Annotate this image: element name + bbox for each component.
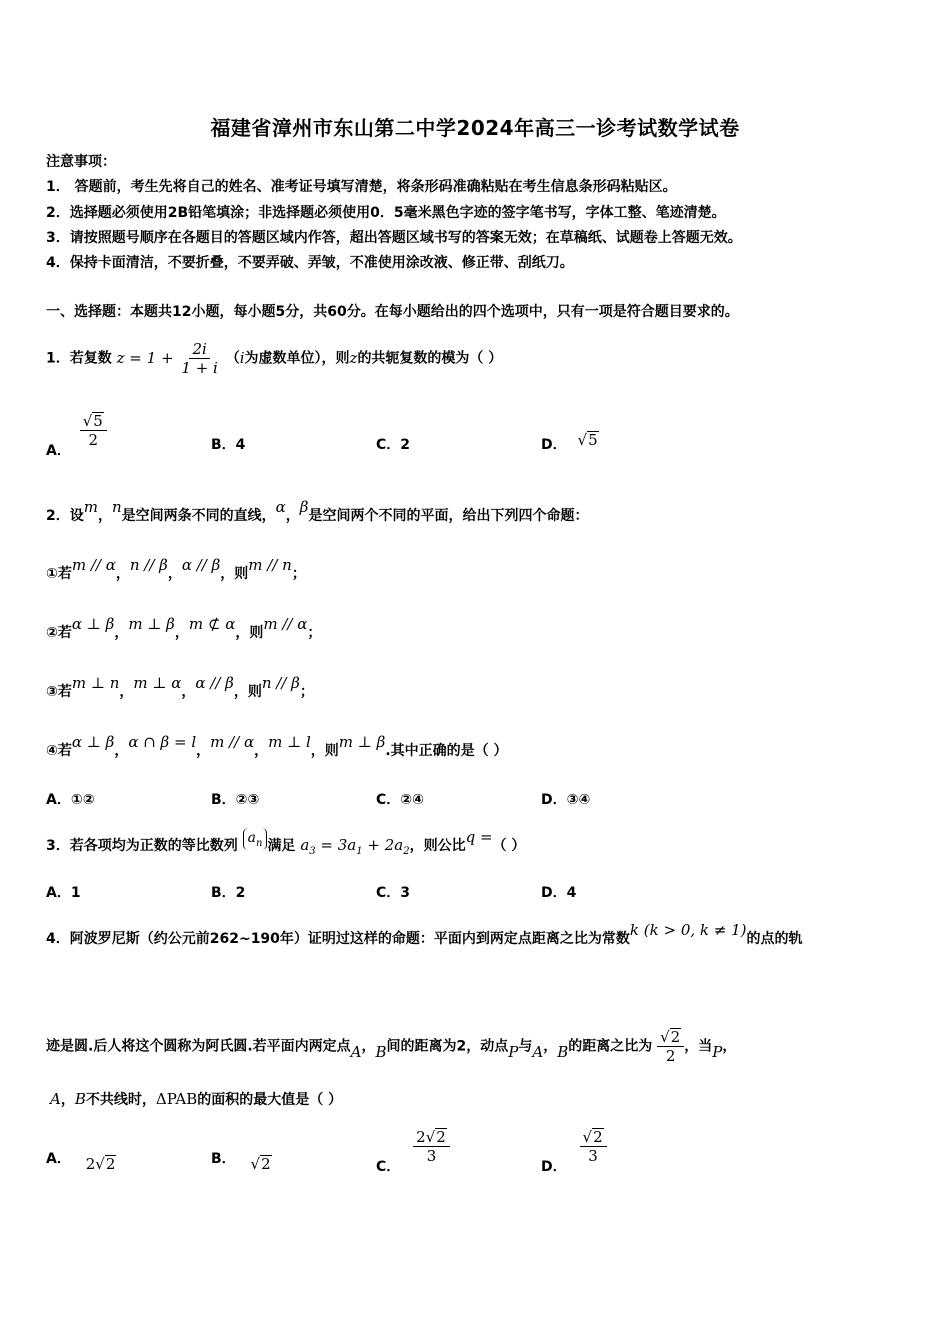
q2-option-a[interactable]: A．①② (46, 792, 95, 808)
q3-equation: $a_3 = 3a_1 + 2a_2$ (300, 836, 410, 857)
q1-option-a[interactable]: A． √ 5 2 (46, 412, 107, 449)
question-3-stem: 3．若各项均为正数的等比数列 $a_n$ 满足 $a_3 = 3a_1 + 2a_2$，则公比q =（ ） (46, 828, 526, 857)
sqrt-symbol: √ 2 (95, 1155, 116, 1173)
q2-option-d[interactable]: D．③④ (541, 792, 591, 808)
q1-suffix: 的共轭复数的模为（ ） (357, 350, 503, 367)
sqrt-symbol: √ 2 (660, 1028, 681, 1046)
sqrt-symbol: √ 2 (425, 1128, 446, 1146)
sqrt-symbol: √ 2 (582, 1128, 603, 1146)
q4-option-c[interactable]: C． 2 √ 2 3 (376, 1128, 450, 1165)
question-1-stem (46, 340, 502, 377)
q3-option-a[interactable]: A．1 (46, 885, 81, 901)
question-4-line-2: 迹是圆.后人将这个圆称为阿氏圆.若平面内两定点A，B间的距离为2，动点P与A，B的距离之比为 √ 2 2 ，当P， (46, 1028, 737, 1065)
q4-option-b[interactable]: B． √ 2 (211, 1151, 271, 1173)
q2-proposition-3: ③若m ⊥ n，m ⊥ α，α // β，则n // β； (46, 674, 314, 700)
q1-option-d[interactable]: D． √ 5 (541, 431, 598, 453)
q1-z-symbol: z (349, 348, 358, 367)
q3-option-d[interactable]: D．4 (541, 885, 577, 901)
q3-option-b[interactable]: B．2 (211, 885, 246, 901)
q1-z-equation: z = 1 + (116, 348, 174, 367)
sqrt-symbol: √ 5 (82, 412, 103, 430)
q1-mid1: （ (225, 350, 240, 367)
notice-item: 1． 答题前，考生先将自己的姓名、准考证号填写清楚，将条形码准确粘贴在考生信息条形码粘贴区。 (46, 179, 677, 195)
q2-option-c[interactable]: C．②④ (376, 792, 424, 808)
q1-prefix: 1．若复数 (46, 350, 112, 367)
sqrt-symbol: √ 5 (577, 431, 598, 449)
q1-option-b[interactable]: B．4 (211, 437, 246, 453)
q1-frac-num: 2i (189, 340, 209, 359)
section-heading: 一、选择题：本题共12小题，每小题5分，共60分。在每小题给出的四个选项中，只有一项是符合题目要求的。 (46, 304, 739, 320)
q3-sequence: $a_n$ (243, 828, 268, 850)
q4-triangle: ΔPAB (155, 1090, 198, 1108)
q3-option-c[interactable]: C．3 (376, 885, 411, 901)
notice-item: 3．请按照题号顺序在各题目的答题区域内作答，超出答题区域书写的答案无效；在草稿纸、试题卷上答题无效。 (46, 230, 742, 246)
q1-frac-den: 1 + i (181, 359, 218, 377)
q2-proposition-2: ②若α ⊥ β，m ⊥ β，m ⊄ α，则m // α； (46, 615, 322, 641)
question-4-line-3: A，B不共线时，ΔPAB的面积的最大值是（ ） (50, 1090, 343, 1108)
q4-option-d[interactable]: D． √ 2 3 (541, 1128, 607, 1165)
q4-k-condition: k (k > 0, k ≠ 1) (629, 921, 747, 939)
q1-i-symbol: i (239, 348, 245, 367)
q2-proposition-4: ④若α ⊥ β，α ∩ β = l，m // α，m ⊥ l，则m ⊥ β.其中正确的是（ ） (46, 733, 508, 759)
question-2-stem: 2．设m，n是空间两条不同的直线，α，β是空间两个不同的平面，给出下列四个命题： (46, 498, 589, 524)
question-4-line-1: 4．阿波罗尼斯（约公元前262~190年）证明过这样的命题：平面内到两定点距离之比为常数k (k > 0, k ≠ 1)的点的轨 (46, 921, 803, 947)
q4-option-c-value: 2 √ 2 3 (413, 1128, 450, 1165)
q2-option-b[interactable]: B．②③ (211, 792, 260, 808)
q4-ratio: √ 2 2 (657, 1028, 684, 1065)
notice-heading: 注意事项： (46, 154, 116, 170)
q2-proposition-1: ①若m // α，n // β，α // β，则m // n； (46, 556, 306, 582)
q4-option-d-value: √ 2 3 (580, 1128, 607, 1165)
notice-item: 2．选择题必须使用2B铅笔填涂；非选择题必须使用0．5毫米黑色字迹的签字笔书写，字体工整、笔迹清楚。 (46, 205, 726, 221)
q1-fraction (178, 340, 220, 377)
q1-mid2: 为虚数单位），则 (244, 350, 350, 367)
exam-title: 福建省漳州市东山第二中学2024年高三一诊考试数学试卷 (210, 116, 740, 140)
sqrt-symbol: √ 2 (250, 1155, 271, 1173)
q4-option-a-value: 2 √ 2 (85, 1155, 116, 1173)
q1-option-c[interactable]: C．2 (376, 437, 411, 453)
notice-item: 4．保持卡面清洁，不要折叠，不要弄破、弄皱，不准使用涂改液、修正带、刮纸刀。 (46, 255, 574, 271)
q4-option-a[interactable]: A． 2 √ 2 (46, 1151, 116, 1173)
q1-option-a-value: √ 5 2 (80, 412, 107, 449)
